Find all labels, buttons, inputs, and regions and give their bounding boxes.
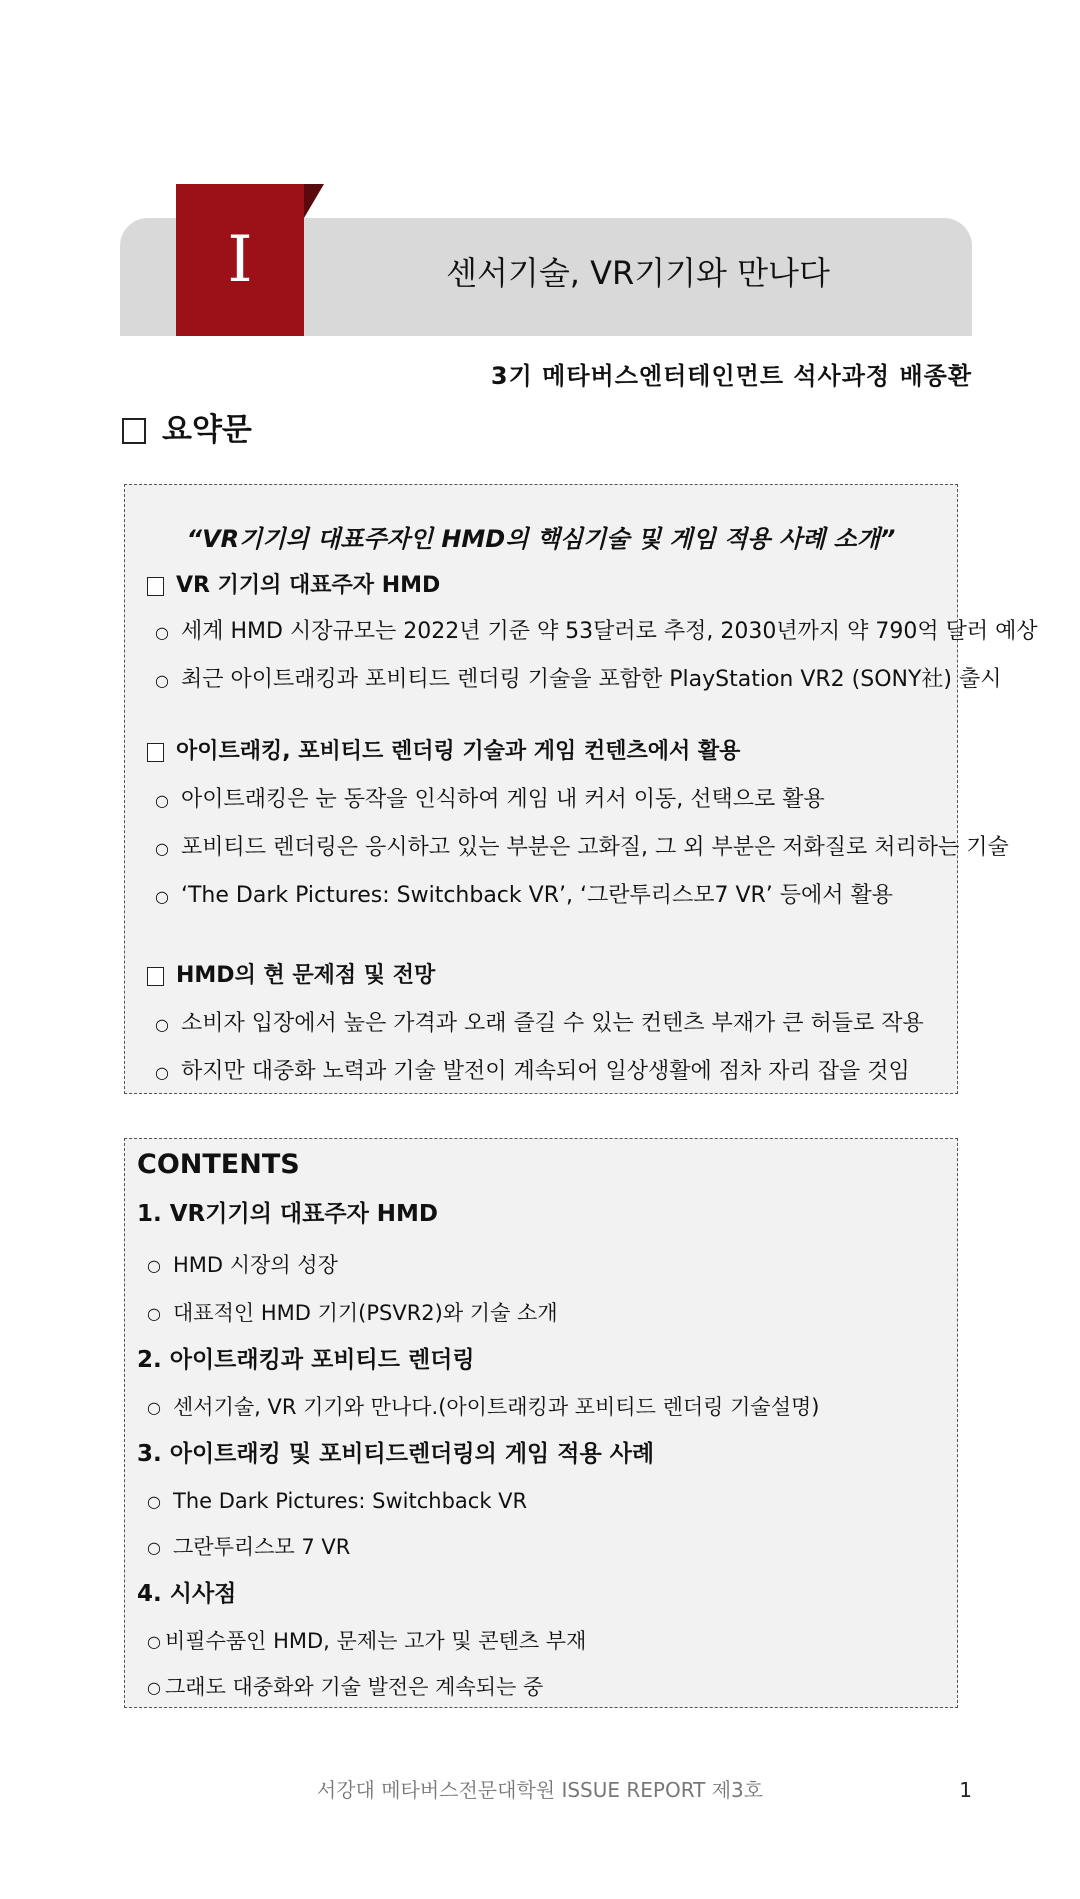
- circle-bullet-icon: ○: [155, 886, 169, 906]
- summary-bullet: ○ 하지만 대중화 노력과 기술 발전이 계속되어 일상생활에 점차 자리 잡을 것임: [155, 1059, 910, 1084]
- circle-bullet-icon: ○: [147, 1256, 161, 1275]
- author-line: 3기 메타버스엔터테인먼트 석사과정 배종환: [490, 362, 972, 390]
- summary-box: [124, 484, 1038, 1094]
- checkbox-icon: [147, 967, 164, 986]
- circle-bullet-icon: ○: [147, 1492, 161, 1511]
- section-numeral: I: [227, 223, 253, 297]
- circle-bullet-icon: ○: [155, 838, 169, 858]
- summary-bullet: ○ 소비자 입장에서 높은 가격과 오래 즐길 수 있는 컨텐츠 부재가 큰 허들로 작용: [155, 1011, 924, 1036]
- circle-bullet-icon: ○: [147, 1678, 161, 1697]
- contents-section-title: 3. 아이트래킹 및 포비티드렌더링의 게임 적용 사례: [137, 1441, 655, 1467]
- contents-section-title: 1. VR기기의 대표주자 HMD: [137, 1201, 439, 1227]
- tab-fold: [304, 184, 324, 218]
- circle-bullet-icon: ○: [155, 790, 169, 810]
- contents-title: CONTENTS: [137, 1149, 300, 1180]
- contents-item: ○ 센서기술, VR 기기와 만나다.(아이트래킹과 포비티드 렌더링 기술설명): [147, 1395, 820, 1419]
- circle-bullet-icon: ○: [155, 1014, 169, 1034]
- contents-item: ○ The Dark Pictures: Switchback VR: [147, 1489, 528, 1513]
- contents-item: ○ HMD 시장의 성장: [147, 1253, 338, 1277]
- section-title: 센서기술, VR기기와 만나다: [446, 254, 830, 292]
- summary-section-title: 아이트래킹, 포비티드 렌더링 기술과 게임 컨텐츠에서 활용: [147, 739, 740, 765]
- circle-bullet-icon: ○: [147, 1398, 161, 1417]
- circle-bullet-icon: ○: [155, 670, 169, 690]
- circle-bullet-icon: ○: [147, 1538, 161, 1557]
- checkbox-icon: [122, 418, 146, 444]
- summary-section-title: HMD의 현 문제점 및 전망: [147, 963, 435, 989]
- footer-text: 서강대 메타버스전문대학원 ISSUE REPORT 제3호: [316, 1778, 764, 1802]
- circle-bullet-icon: ○: [147, 1304, 161, 1323]
- summary-bullet: ○ ‘The Dark Pictures: Switchback VR’, ‘그란투리스모7 VR’ 등에서 활용: [155, 883, 894, 908]
- summary-section-title: VR 기기의 대표주자 HMD: [147, 573, 440, 599]
- contents-item: ○ 비필수품인 HMD, 문제는 고가 및 콘텐츠 부재: [147, 1629, 587, 1653]
- contents-section-title: 4. 시사점: [137, 1581, 237, 1607]
- checkbox-icon: [147, 743, 164, 762]
- contents-box: [124, 1138, 958, 1708]
- circle-bullet-icon: ○: [147, 1632, 161, 1651]
- page-number: 1: [959, 1778, 972, 1802]
- contents-section-title: 2. 아이트래킹과 포비티드 렌더링: [137, 1347, 475, 1373]
- summary-heading-label: 요약문: [162, 412, 252, 448]
- circle-bullet-icon: ○: [155, 622, 169, 642]
- summary-bullet: ○ 세계 HMD 시장규모는 2022년 기준 약 53달러로 추정, 2030년까지 약 790억 달러 예상: [155, 619, 1038, 644]
- summary-bullet: ○ 포비티드 렌더링은 응시하고 있는 부분은 고화질, 그 외 부분은 저화질로 처리하는 기술: [155, 835, 1009, 860]
- summary-bullet: ○ 아이트래킹은 눈 동작을 인식하여 게임 내 커서 이동, 선택으로 활용: [155, 787, 825, 812]
- checkbox-icon: [147, 577, 164, 596]
- summary-bullet: ○ 최근 아이트래킹과 포비티드 렌더링 기술을 포함한 PlayStation VR2 (SONY社) 출시: [155, 667, 1002, 692]
- contents-item: ○ 그래도 대중화와 기술 발전은 계속되는 중: [147, 1675, 544, 1699]
- contents-item: ○ 대표적인 HMD 기기(PSVR2)와 기술 소개: [147, 1301, 558, 1325]
- contents-item: ○ 그란투리스모 7 VR: [147, 1535, 351, 1559]
- summary-heading: [122, 412, 252, 449]
- summary-quote: “VR기기의 대표주자인 HMD의 핵심기술 및 게임 적용 사례 소개”: [186, 525, 896, 553]
- circle-bullet-icon: ○: [155, 1062, 169, 1082]
